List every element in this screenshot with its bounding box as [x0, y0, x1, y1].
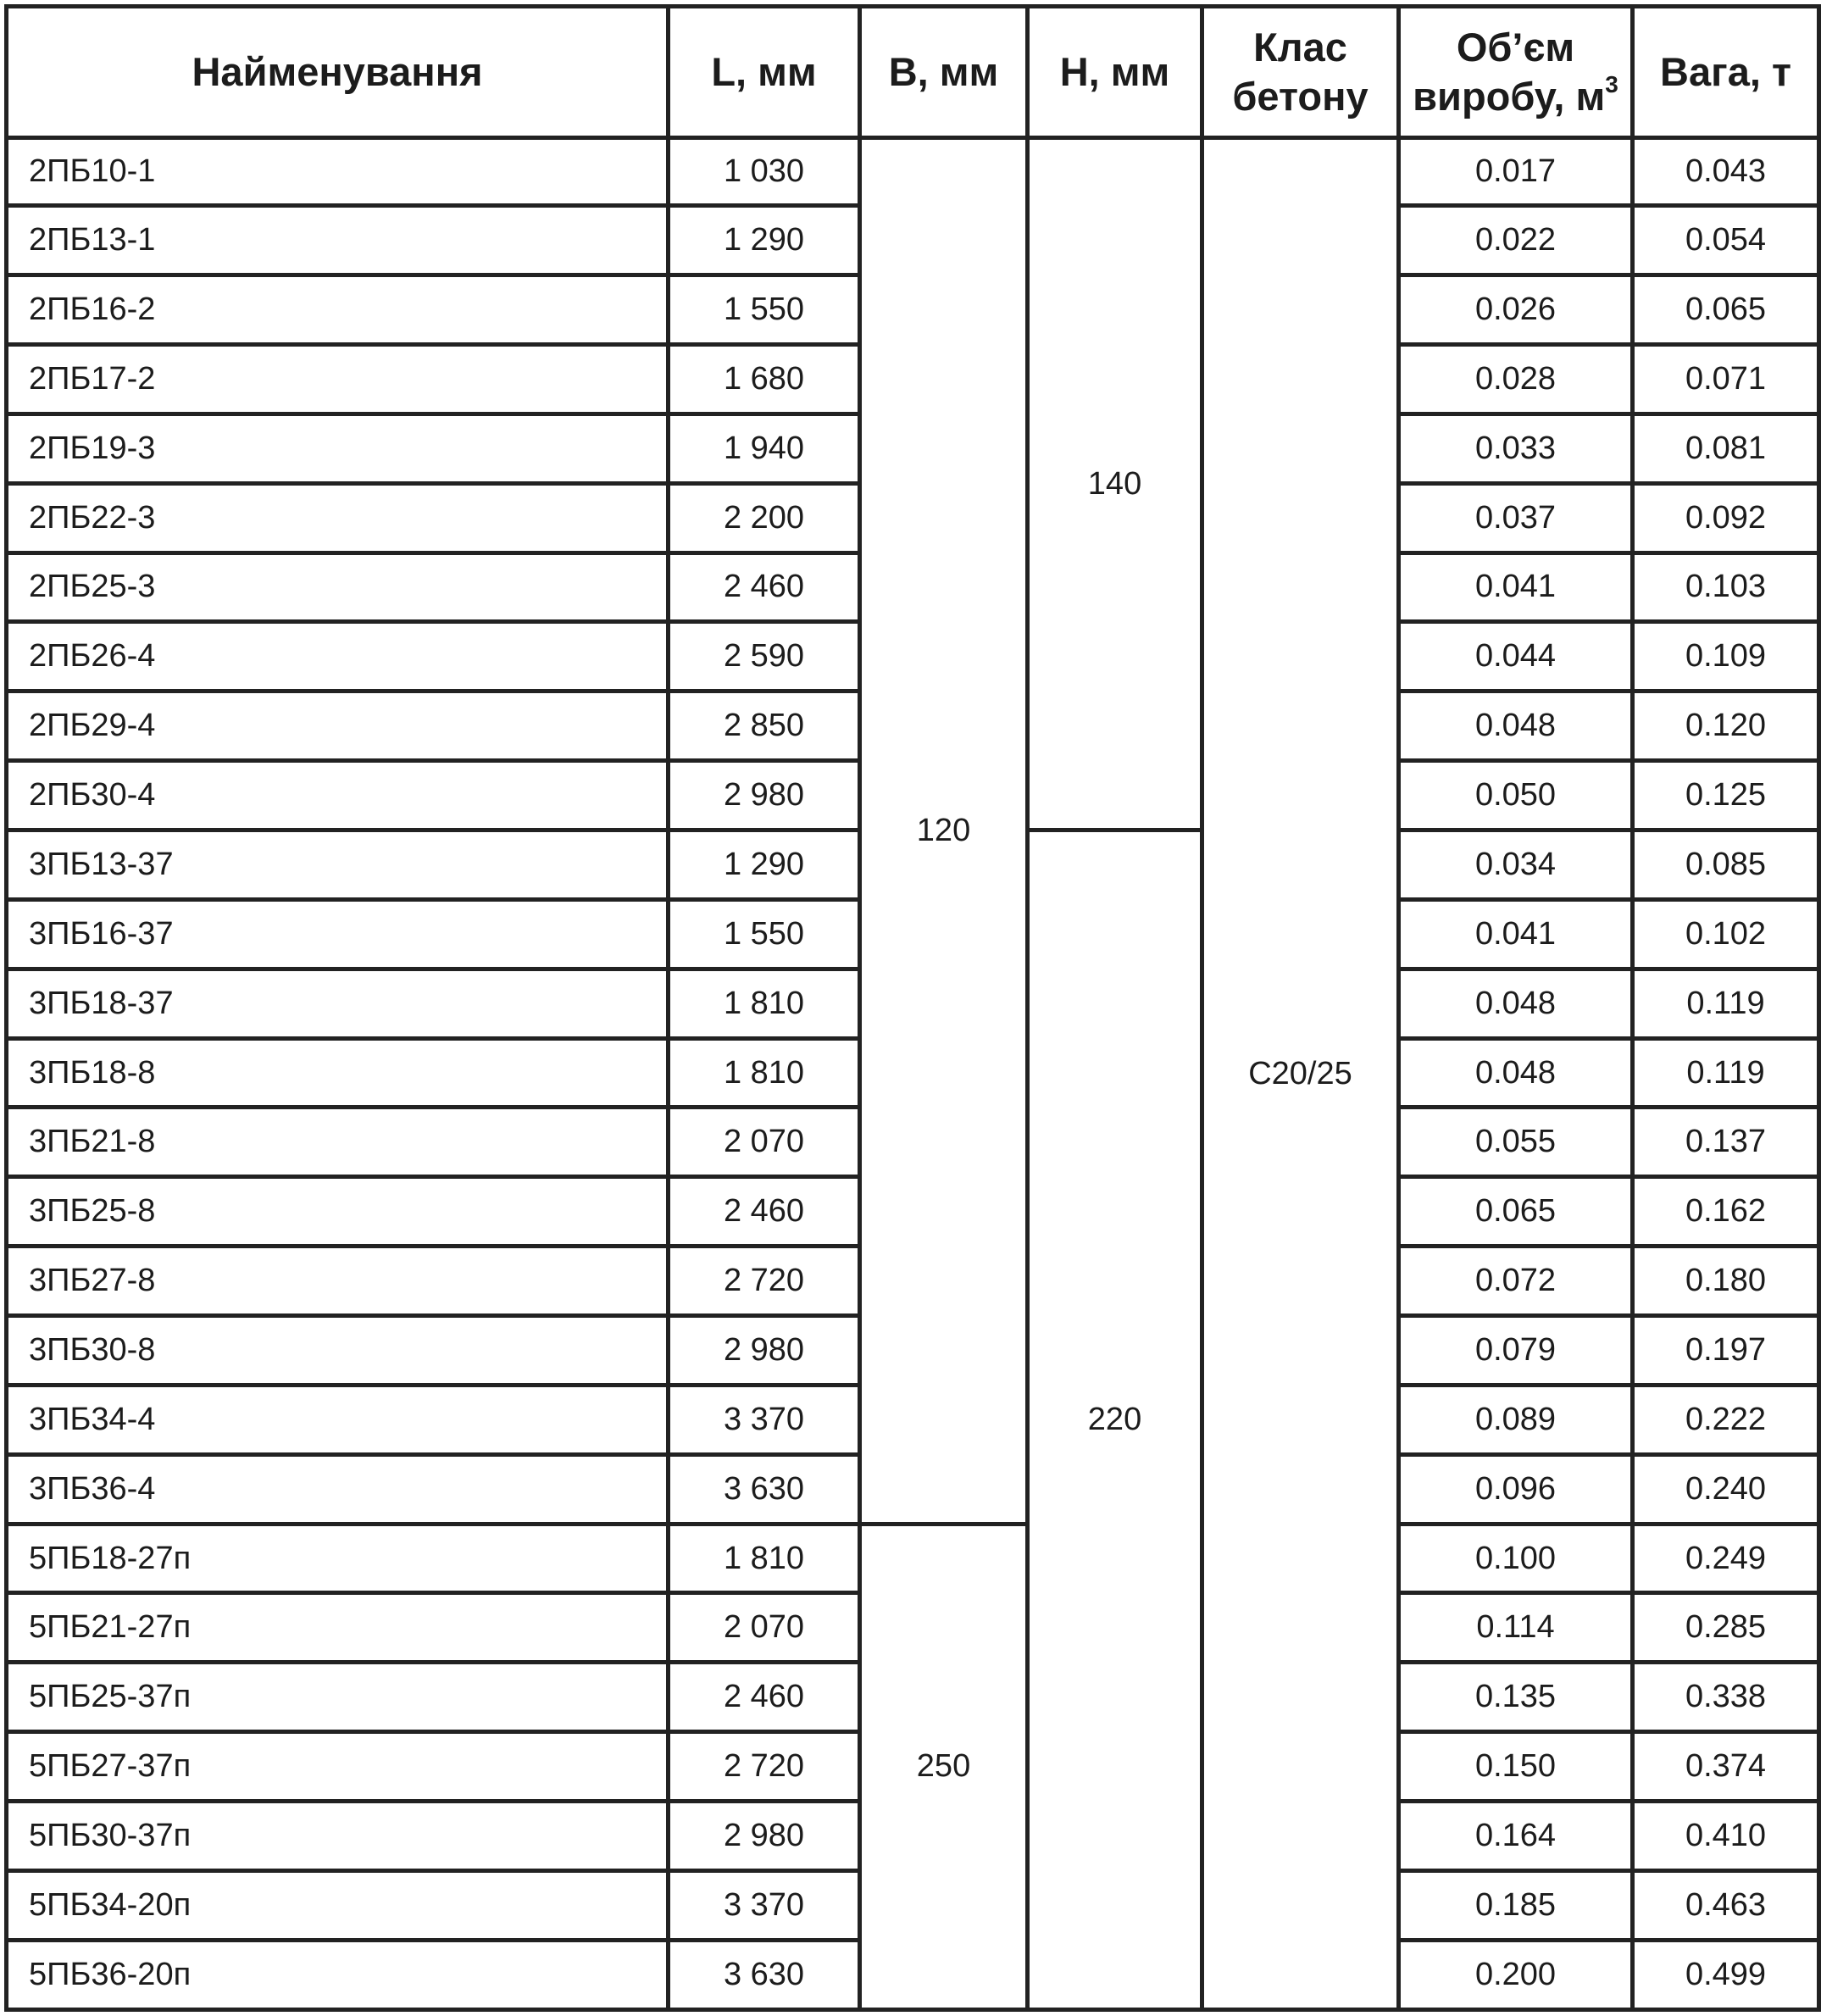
row-weight-cell: 0.102 [1633, 899, 1819, 969]
row-length-cell: 2 720 [669, 1247, 860, 1316]
row-weight-cell: 0.162 [1633, 1177, 1819, 1247]
row-volume-cell: 0.185 [1399, 1870, 1633, 1940]
table-row [7, 1524, 1819, 1593]
row-length-cell: 3 370 [669, 1870, 860, 1940]
header-weight: Вага, т [1633, 7, 1819, 138]
row-weight-cell: 0.180 [1633, 1247, 1819, 1316]
table-row [7, 138, 1819, 206]
row-name-cell: 5ПБ21-27п [7, 1593, 669, 1663]
row-length-cell: 1 680 [669, 344, 860, 414]
row-volume-cell: 0.089 [1399, 1385, 1633, 1454]
row-length-cell: 3 630 [669, 1940, 860, 2009]
row-name-cell: 2ПБ13-1 [7, 206, 669, 275]
row-weight-cell: 0.119 [1633, 969, 1819, 1038]
row-weight-cell: 0.054 [1633, 206, 1819, 275]
row-length-cell: 2 200 [669, 483, 860, 553]
row-name-cell: 2ПБ17-2 [7, 344, 669, 414]
row-weight-cell: 0.119 [1633, 1038, 1819, 1108]
row-weight-cell: 0.137 [1633, 1108, 1819, 1177]
row-length-cell: 3 630 [669, 1454, 860, 1524]
row-name-cell: 3ПБ21-8 [7, 1108, 669, 1177]
row-name-cell: 3ПБ13-37 [7, 830, 669, 900]
row-volume-cell: 0.048 [1399, 691, 1633, 761]
row-name-cell: 2ПБ10-1 [7, 138, 669, 206]
row-length-cell: 2 850 [669, 691, 860, 761]
row-length-cell: 2 070 [669, 1108, 860, 1177]
row-name-cell: 2ПБ25-3 [7, 553, 669, 622]
row-weight-cell: 0.043 [1633, 138, 1819, 206]
header-concrete-line2: бетону [1232, 74, 1369, 119]
row-weight-cell: 0.125 [1633, 761, 1819, 830]
row-weight-cell: 0.085 [1633, 830, 1819, 900]
row-weight-cell: 0.410 [1633, 1802, 1819, 1871]
row-name-cell: 3ПБ16-37 [7, 899, 669, 969]
height-cell-group1: 140 [1028, 138, 1202, 830]
row-volume-cell: 0.048 [1399, 1038, 1633, 1108]
row-weight-cell: 0.338 [1633, 1663, 1819, 1732]
row-length-cell: 3 370 [669, 1385, 860, 1454]
row-name-cell: 5ПБ27-37п [7, 1732, 669, 1802]
row-weight-cell: 0.374 [1633, 1732, 1819, 1802]
row-weight-cell: 0.081 [1633, 414, 1819, 483]
concrete-class-cell: С20/25 [1202, 138, 1399, 2010]
width-cell-group1: 120 [860, 138, 1028, 1524]
row-weight-cell: 0.071 [1633, 344, 1819, 414]
row-length-cell: 1 290 [669, 830, 860, 900]
row-length-cell: 2 980 [669, 1316, 860, 1386]
specification-table [4, 4, 1821, 2012]
row-name-cell: 3ПБ27-8 [7, 1247, 669, 1316]
row-volume-cell: 0.048 [1399, 969, 1633, 1038]
row-weight-cell: 0.065 [1633, 275, 1819, 345]
row-length-cell: 2 980 [669, 761, 860, 830]
header-volume-line1: Об’єм [1456, 25, 1575, 69]
row-name-cell: 2ПБ29-4 [7, 691, 669, 761]
row-name-cell: 2ПБ16-2 [7, 275, 669, 345]
row-volume-cell: 0.079 [1399, 1316, 1633, 1386]
header-name: Найменування [7, 7, 669, 138]
height-cell-group2: 220 [1028, 830, 1202, 2010]
row-length-cell: 1 810 [669, 969, 860, 1038]
row-length-cell: 1 030 [669, 138, 860, 206]
row-weight-cell: 0.197 [1633, 1316, 1819, 1386]
row-name-cell: 3ПБ34-4 [7, 1385, 669, 1454]
row-volume-cell: 0.041 [1399, 553, 1633, 622]
header-concrete-line1: Клас [1253, 25, 1347, 69]
row-weight-cell: 0.499 [1633, 1940, 1819, 2009]
row-name-cell: 2ПБ30-4 [7, 761, 669, 830]
row-weight-cell: 0.240 [1633, 1454, 1819, 1524]
row-length-cell: 1 810 [669, 1038, 860, 1108]
row-volume-cell: 0.150 [1399, 1732, 1633, 1802]
header-width: B, мм [860, 7, 1028, 138]
row-name-cell: 2ПБ26-4 [7, 622, 669, 691]
row-volume-cell: 0.017 [1399, 138, 1633, 206]
row-volume-cell: 0.055 [1399, 1108, 1633, 1177]
row-volume-cell: 0.200 [1399, 1940, 1633, 2009]
width-cell-group2: 250 [860, 1524, 1028, 2009]
row-length-cell: 1 550 [669, 899, 860, 969]
row-volume-cell: 0.164 [1399, 1802, 1633, 1871]
row-name-cell: 5ПБ25-37п [7, 1663, 669, 1732]
row-name-cell: 3ПБ18-37 [7, 969, 669, 1038]
header-concrete-class [1202, 7, 1399, 138]
row-volume-cell: 0.028 [1399, 344, 1633, 414]
row-volume-cell: 0.072 [1399, 1247, 1633, 1316]
row-weight-cell: 0.092 [1633, 483, 1819, 553]
header-volume-line2: виробу, м [1413, 74, 1606, 119]
row-name-cell: 5ПБ30-37п [7, 1802, 669, 1871]
row-name-cell: 5ПБ18-27п [7, 1524, 669, 1593]
row-volume-cell: 0.022 [1399, 206, 1633, 275]
row-volume-cell: 0.065 [1399, 1177, 1633, 1247]
row-weight-cell: 0.222 [1633, 1385, 1819, 1454]
row-volume-cell: 0.026 [1399, 275, 1633, 345]
row-length-cell: 2 980 [669, 1802, 860, 1871]
row-volume-cell: 0.050 [1399, 761, 1633, 830]
row-volume-cell: 0.114 [1399, 1593, 1633, 1663]
row-length-cell: 2 720 [669, 1732, 860, 1802]
row-volume-cell: 0.100 [1399, 1524, 1633, 1593]
header-volume-sup: 3 [1605, 71, 1618, 97]
row-length-cell: 2 460 [669, 1663, 860, 1732]
row-weight-cell: 0.120 [1633, 691, 1819, 761]
row-length-cell: 2 070 [669, 1593, 860, 1663]
row-volume-cell: 0.135 [1399, 1663, 1633, 1732]
row-length-cell: 2 460 [669, 553, 860, 622]
row-name-cell: 5ПБ36-20п [7, 1940, 669, 2009]
row-weight-cell: 0.249 [1633, 1524, 1819, 1593]
row-weight-cell: 0.109 [1633, 622, 1819, 691]
row-weight-cell: 0.285 [1633, 1593, 1819, 1663]
row-length-cell: 1 550 [669, 275, 860, 345]
row-weight-cell: 0.463 [1633, 1870, 1819, 1940]
row-name-cell: 3ПБ30-8 [7, 1316, 669, 1386]
row-length-cell: 1 810 [669, 1524, 860, 1593]
row-volume-cell: 0.034 [1399, 830, 1633, 900]
header-height: H, мм [1028, 7, 1202, 138]
row-volume-cell: 0.041 [1399, 899, 1633, 969]
header-row [7, 7, 1819, 138]
row-length-cell: 2 590 [669, 622, 860, 691]
row-volume-cell: 0.044 [1399, 622, 1633, 691]
row-length-cell: 1 940 [669, 414, 860, 483]
row-name-cell: 2ПБ22-3 [7, 483, 669, 553]
header-length: L, мм [669, 7, 860, 138]
row-length-cell: 2 460 [669, 1177, 860, 1247]
row-name-cell: 2ПБ19-3 [7, 414, 669, 483]
row-name-cell: 5ПБ34-20п [7, 1870, 669, 1940]
row-volume-cell: 0.037 [1399, 483, 1633, 553]
row-name-cell: 3ПБ18-8 [7, 1038, 669, 1108]
row-weight-cell: 0.103 [1633, 553, 1819, 622]
table-body [7, 138, 1819, 2010]
row-length-cell: 1 290 [669, 206, 860, 275]
row-volume-cell: 0.033 [1399, 414, 1633, 483]
header-volume [1399, 7, 1633, 138]
row-volume-cell: 0.096 [1399, 1454, 1633, 1524]
row-name-cell: 3ПБ25-8 [7, 1177, 669, 1247]
row-name-cell: 3ПБ36-4 [7, 1454, 669, 1524]
